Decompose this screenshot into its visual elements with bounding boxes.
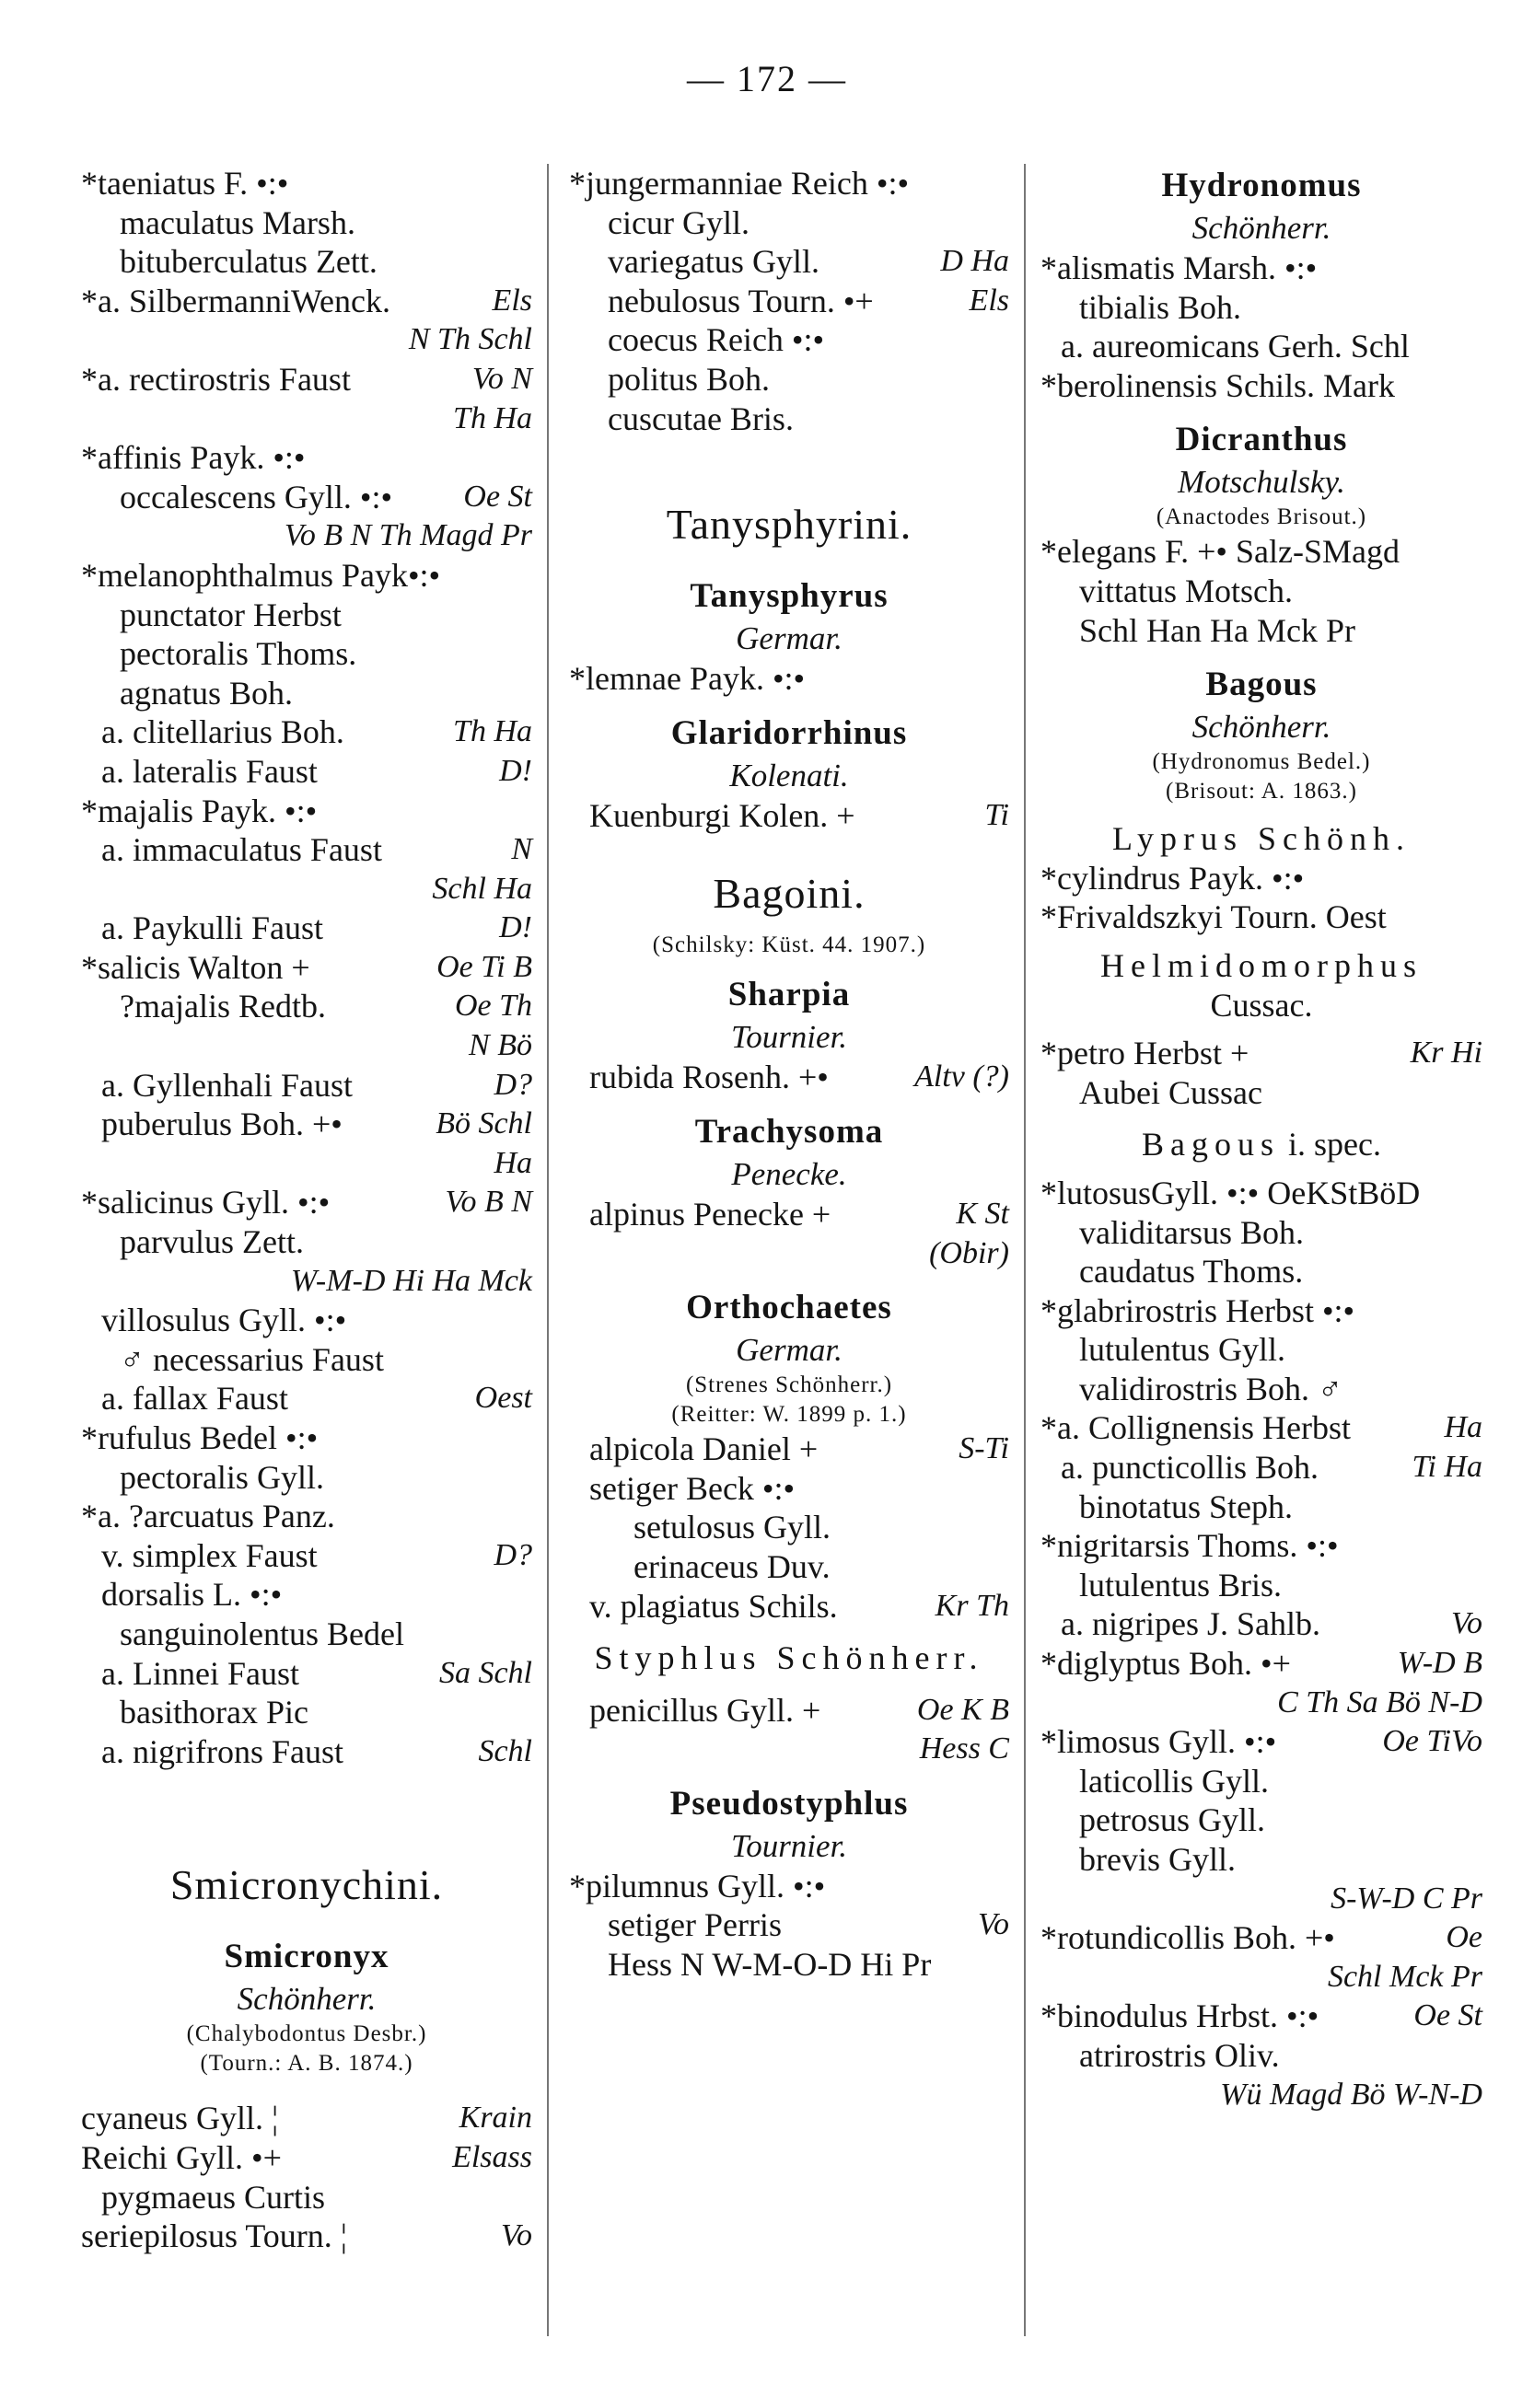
- entry-line: Hess C: [919, 1731, 1009, 1766]
- entry-line: *alismatis Marsh. •:•: [1040, 249, 1318, 286]
- entry-line: brevis Gyll.: [1079, 1841, 1236, 1878]
- entry-line: *rotundicollis Boh. +• Oe: [1040, 1919, 1482, 1957]
- entry-line: (Obir): [929, 1235, 1009, 1270]
- entry-line: penicillus Gyll. + Oe K B: [589, 1691, 1009, 1729]
- entry-line: ?majalis Redtb. Oe Th: [120, 988, 532, 1025]
- genus-author: Motschulsky.: [1178, 464, 1345, 501]
- entry-line: dorsalis L. •:•: [101, 1576, 283, 1614]
- entry-line: a. Gyllenhali Faust D?: [101, 1066, 532, 1104]
- genus-author: Kolenati.: [729, 757, 849, 793]
- entry-line: cicur Gyll.: [608, 203, 750, 241]
- entry-line: *a. Collignensis Herbst Ha: [1040, 1409, 1482, 1447]
- entry-line: parvulus Zett.: [120, 1223, 304, 1261]
- genus-author: Schönherr.: [1191, 709, 1331, 746]
- entry-line: lutulentus Bris.: [1079, 1566, 1283, 1603]
- entry-line: pectoralis Thoms.: [120, 635, 357, 673]
- entry-line: validitarsus Boh.: [1079, 1213, 1304, 1251]
- entry-line: alpicola Daniel + S-Ti: [589, 1430, 1009, 1468]
- entry-line: *taeniatus F. •:•: [81, 165, 289, 202]
- genus-author: Schönherr.: [1191, 210, 1331, 246]
- entry-line: N Bö: [469, 1028, 532, 1063]
- entry-line: *berolinensis Schils. Mark: [1040, 366, 1395, 404]
- genus-heading: Helmidomorphus: [1100, 946, 1423, 984]
- genus-heading: Orthochaetes: [686, 1289, 892, 1327]
- entry-line: *cylindrus Payk. •:•: [1040, 859, 1305, 897]
- entry-line: alpinus Penecke + K St: [589, 1195, 1009, 1233]
- genus-heading: Smicronyx: [224, 1938, 389, 1976]
- tribe-heading: Tanysphyrini.: [666, 501, 912, 549]
- entry-line: a. lateralis Faust D!: [101, 752, 532, 790]
- entry-line: variegatus Gyll. D Ha: [608, 243, 1009, 281]
- genus-heading: Hydronomus: [1161, 167, 1362, 204]
- entry-line: setiger Perris Vo: [608, 1906, 1009, 1944]
- entry-line: a. Paykulli Faust D!: [101, 909, 532, 947]
- entry-line: caudatus Thoms.: [1079, 1253, 1304, 1291]
- entry-line: basithorax Pic: [120, 1694, 308, 1731]
- synonym-note: (Anactodes Brisout.): [1156, 504, 1367, 530]
- entry-line: atrirostris Oliv.: [1079, 2036, 1280, 2074]
- entry-line: lutulentus Gyll.: [1079, 1331, 1285, 1369]
- subgenus-heading: Bagous i. spec.: [1142, 1126, 1381, 1163]
- synonym-note: (Chalybodontus Desbr.): [186, 2021, 427, 2047]
- genus-author: Tournier.: [730, 1019, 848, 1056]
- entry-line: a. clitellarius Boh. Th Ha: [101, 713, 532, 751]
- genus-author: Schönherr.: [237, 1981, 377, 2018]
- entry-line: v. simplex Faust D?: [101, 1536, 532, 1574]
- entry-line: Th Ha: [453, 400, 532, 435]
- entry-line: ♂ necessarius Faust: [120, 1340, 384, 1378]
- entry-line: agnatus Boh.: [120, 674, 293, 712]
- entry-line: a. immaculatus Faust N: [101, 831, 532, 869]
- entry-line: coecus Reich •:•: [608, 321, 825, 359]
- genus-author: Tournier.: [730, 1827, 848, 1864]
- entry-line: *elegans F. +• Salz-SMagd: [1040, 533, 1400, 571]
- entry-line: setiger Beck •:•: [589, 1469, 796, 1507]
- genus-heading: Pseudostyphlus: [669, 1784, 909, 1823]
- entry-line: puberulus Boh. +• Bö Schl: [101, 1106, 532, 1143]
- entry-line: politus Boh.: [608, 360, 771, 398]
- entry-line: *lutosusGyll. •:• OeKStBöD: [1040, 1174, 1421, 1211]
- genus-heading: Trachysoma: [694, 1112, 884, 1151]
- entry-line: v. plagiatus Schils. Kr Th: [589, 1587, 1009, 1625]
- synonym-note: (Strenes Schönherr.): [685, 1372, 893, 1398]
- entry-line: tibialis Boh.: [1079, 288, 1242, 326]
- entry-line: *diglyptus Boh. •+ W-D B: [1040, 1645, 1482, 1683]
- entry-line: *lemnae Payk. •:•: [569, 660, 806, 698]
- entry-line: a. nigrifrons Faust Schl: [101, 1732, 532, 1770]
- entry-line: *jungermanniae Reich •:•: [569, 165, 910, 202]
- entry-line: nebulosus Tourn. •+ Els: [608, 282, 1009, 319]
- entry-line: *glabrirostris Herbst •:•: [1040, 1291, 1355, 1329]
- entry-line: *rufulus Bedel •:•: [81, 1419, 319, 1456]
- column-2: [569, 164, 1009, 1985]
- entry-line: *a. ?arcuatus Panz.: [81, 1498, 335, 1535]
- entry-line: *nigritarsis Thoms. •:•: [1040, 1527, 1339, 1565]
- synonym-note: (Tourn.: A. B. 1874.): [200, 2051, 413, 2077]
- genus-heading: Lyprus Schönh.: [1111, 820, 1411, 858]
- entry-line: Schl Mck Pr: [1327, 1959, 1482, 1994]
- entry-line: a. puncticollis Boh. Ti Ha: [1061, 1449, 1482, 1487]
- entry-line: Vo B N Th Magd Pr: [284, 518, 532, 553]
- entry-line: *affinis Payk. •:•: [81, 439, 306, 477]
- entry-line: laticollis Gyll.: [1079, 1762, 1269, 1800]
- entry-line: C Th Sa Bö N-D: [1277, 1684, 1482, 1719]
- entry-line: Ha: [494, 1145, 532, 1180]
- entry-line: *Frivaldszkyi Tourn. Oest: [1040, 898, 1387, 936]
- synonym-note: (Reitter: W. 1899 p. 1.): [671, 1402, 907, 1428]
- entry-line: petrosus Gyll.: [1079, 1801, 1265, 1839]
- entry-line: Wü Magd Bö W-N-D: [1220, 2077, 1482, 2112]
- column-divider: [547, 164, 549, 2336]
- genus-heading: Tanysphyrus: [690, 577, 889, 616]
- entry-line: *salicis Walton + Oe Ti B: [81, 948, 532, 986]
- page-number: — 172 —: [687, 58, 847, 99]
- genus-heading: Glaridorrhinus: [670, 713, 908, 752]
- entry-line: validirostris Boh. ♂: [1079, 1370, 1342, 1407]
- entry-line: erinaceus Duv.: [633, 1547, 831, 1585]
- genus-heading: Dicranthus: [1175, 421, 1348, 459]
- entry-line: pectoralis Gyll.: [120, 1458, 324, 1496]
- entry-line: *petro Herbst + Kr Hi: [1040, 1035, 1482, 1072]
- entry-line: *limosus Gyll. •:• Oe TiVo: [1040, 1723, 1482, 1761]
- column-1: [81, 164, 532, 2256]
- entry-line: Schl Ha: [432, 871, 532, 906]
- column-divider: [1024, 164, 1026, 2336]
- entry-line: occalescens Gyll. •:• Oe St: [120, 478, 532, 515]
- entry-line: *salicinus Gyll. •:• Vo B N: [81, 1184, 532, 1221]
- entry-line: cuscutae Bris.: [608, 399, 794, 437]
- entry-line: *melanophthalmus Payk•:•: [81, 556, 441, 594]
- entry-line: sanguinolentus Bedel: [120, 1615, 404, 1652]
- entry-line: pygmaeus Curtis: [101, 2178, 325, 2216]
- entry-line: bituberculatus Zett.: [120, 243, 378, 281]
- entry-line: W-M-D Hi Ha Mck: [290, 1263, 532, 1298]
- entry-line: setulosus Gyll.: [633, 1509, 831, 1546]
- entry-line: punctator Herbst: [120, 596, 342, 633]
- entry-line: Hess N W-M-O-D Hi Pr: [608, 1946, 932, 1984]
- entry-line: N Th Schl: [408, 322, 532, 357]
- genus-heading: Bagous: [1205, 666, 1318, 704]
- entry-line: *binodulus Hrbst. •:• Oe St: [1040, 1997, 1482, 2035]
- synonym-note: (Hydronomus Bedel.): [1152, 749, 1371, 775]
- genus-heading: Sharpia: [727, 976, 851, 1014]
- entry-line: S-W-D C Pr: [1331, 1881, 1482, 1916]
- entry-line: maculatus Marsh.: [120, 203, 355, 241]
- entry-line: *pilumnus Gyll. •:•: [569, 1867, 826, 1904]
- genus-author: Germar.: [736, 1332, 843, 1369]
- entry-line: *a. rectirostris Faust Vo N: [81, 360, 532, 398]
- entry-line: *majalis Payk. •:•: [81, 792, 318, 829]
- genus-heading: Styphlus Schönherr.: [594, 1639, 984, 1677]
- entry-line: Reichi Gyll. •+ Elsass: [81, 2138, 532, 2176]
- entry-line: Kuenburgi Kolen. + Ti: [589, 796, 1009, 834]
- synonym-note: (Brisout: A. 1863.): [1166, 779, 1357, 805]
- entry-line: Aubei Cussac: [1079, 1073, 1262, 1111]
- tribe-heading: Smicronychini.: [169, 1861, 444, 1909]
- reference-note: (Schilsky: Küst. 44. 1907.): [652, 932, 926, 958]
- entry-line: a. fallax Faust Oest: [101, 1380, 532, 1418]
- entry-line: *a. SilbermanniWenck. Els: [81, 282, 532, 319]
- genus-author: Cussac.: [1210, 986, 1313, 1024]
- entry-line: villosulus Gyll. •:•: [101, 1302, 347, 1339]
- entry-line: binotatus Steph.: [1079, 1488, 1293, 1525]
- entry-line: seriepilosus Tourn. ¦ Vo: [81, 2217, 532, 2255]
- entry-line: a. nigripes J. Sahlb. Vo: [1061, 1605, 1482, 1643]
- genus-author: Penecke.: [731, 1155, 847, 1192]
- tribe-heading: Bagoini.: [713, 870, 866, 918]
- genus-author: Germar.: [736, 620, 843, 657]
- column-3: [1040, 164, 1482, 2114]
- entry-line: vittatus Motsch.: [1079, 572, 1293, 609]
- entry-line: a. Linnei Faust Sa Schl: [101, 1654, 532, 1692]
- entry-line: rubida Rosenh. +• Altv (?): [589, 1059, 1009, 1096]
- entry-line: Schl Han Ha Mck Pr: [1079, 611, 1355, 649]
- entry-line: cyaneus Gyll. ¦ Krain: [81, 2100, 532, 2137]
- entry-line: a. aureomicans Gerh. Schl: [1061, 328, 1410, 365]
